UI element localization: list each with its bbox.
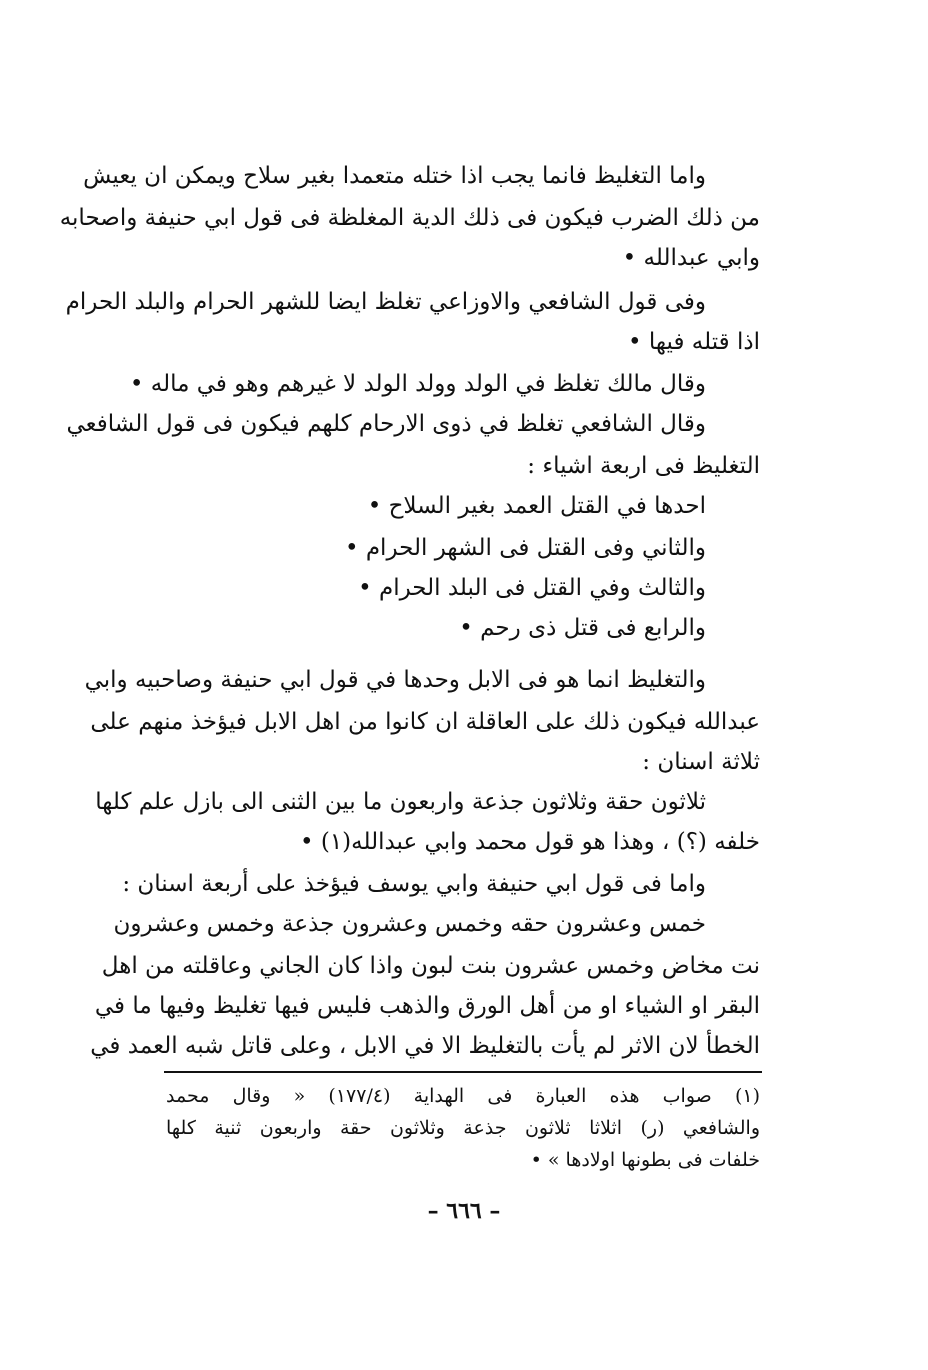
text-line: نت مخاض وخمس عشرون بنت لبون واذا كان الجاني وعاقلته من اهل — [101, 953, 760, 979]
text-line: ثلاثة اسنان : — [642, 749, 760, 775]
text-line: الخطأ لان الاثر لم يأت بالتغليظ الا في الابل ، وعلى قاتل شبه العمد في — [90, 1033, 760, 1059]
text-line: واما التغليظ فانما يجب اذا ختله متعمدا بغير سلاح ويمكن ان يعيش — [83, 163, 706, 189]
text-line: ثلاثون حقة وثلاثون جذعة واربعون ما بين الثنى الى بازل علم كلها — [95, 789, 706, 815]
text-line: خلفه (؟) ، وهذا هو قول محمد وابي عبدالله(١) • — [299, 829, 760, 855]
text-line: خمس وعشرون حقه وخمس وعشرون جذعة وخمس وعشرون — [113, 911, 706, 937]
list-item: والثاني وفى القتل فى الشهر الحرام • — [344, 535, 706, 561]
footnote-line: خلفات فى بطونها اولادها » • — [530, 1149, 760, 1171]
text-line: وفى قول الشافعي والاوزاعي تغلظ ايضا للشهر الحرام والبلد الحرام — [65, 289, 706, 315]
footnote-divider — [164, 1071, 762, 1073]
text-line: والتغليظ انما هو فى الابل وحدها في قول ابي حنيفة وصاحبيه وابي — [84, 667, 706, 693]
list-item: والرابع فى قتل ذى رحم • — [459, 615, 706, 641]
text-line: التغليظ فى اربعة اشياء : — [527, 453, 760, 479]
list-item: والثالث وفي القتل فى البلد الحرام • — [358, 575, 706, 601]
text-line: وقال الشافعي تغلظ في ذوى الارحام كلهم فيكون فى قول الشافعي — [66, 411, 706, 437]
text-line: عبدالله فيكون ذلك على العاقلة ان كانوا من اهل الابل فيؤخذ منهم على — [90, 709, 760, 735]
text-line: من ذلك الضرب فيكون فى ذلك الدية المغلظة فى قول ابي حنيفة واصحابه — [59, 205, 760, 231]
text-line: وقال مالك تغلظ في الولد وولد الولد لا غيرهم وهو في ماله • — [129, 371, 706, 397]
list-item: احدها في القتل العمد بغير السلاح • — [367, 493, 706, 519]
footnote-line: (١) صواب هذه العبارة فى الهداية (١٧٧/٤) « وقال محمد — [166, 1085, 760, 1107]
text-line: البقر او الشياء او من أهل الورق والذهب فليس فيها تغليظ وفيها ما في — [94, 993, 760, 1019]
text-line: اذا قتله فيها • — [628, 329, 760, 355]
footnote-line: والشافعي (ر) اثلاثا ثلاثون جذعة وثلاثون حقة واربعون ثنية كلها — [166, 1117, 760, 1139]
page-number: – ٦٦٦ – — [427, 1198, 501, 1224]
text-line: واما فى قول ابي حنيفة وابي يوسف فيؤخذ على أربعة اسنان : — [122, 871, 706, 897]
text-line: وابي عبدالله • — [622, 245, 760, 271]
